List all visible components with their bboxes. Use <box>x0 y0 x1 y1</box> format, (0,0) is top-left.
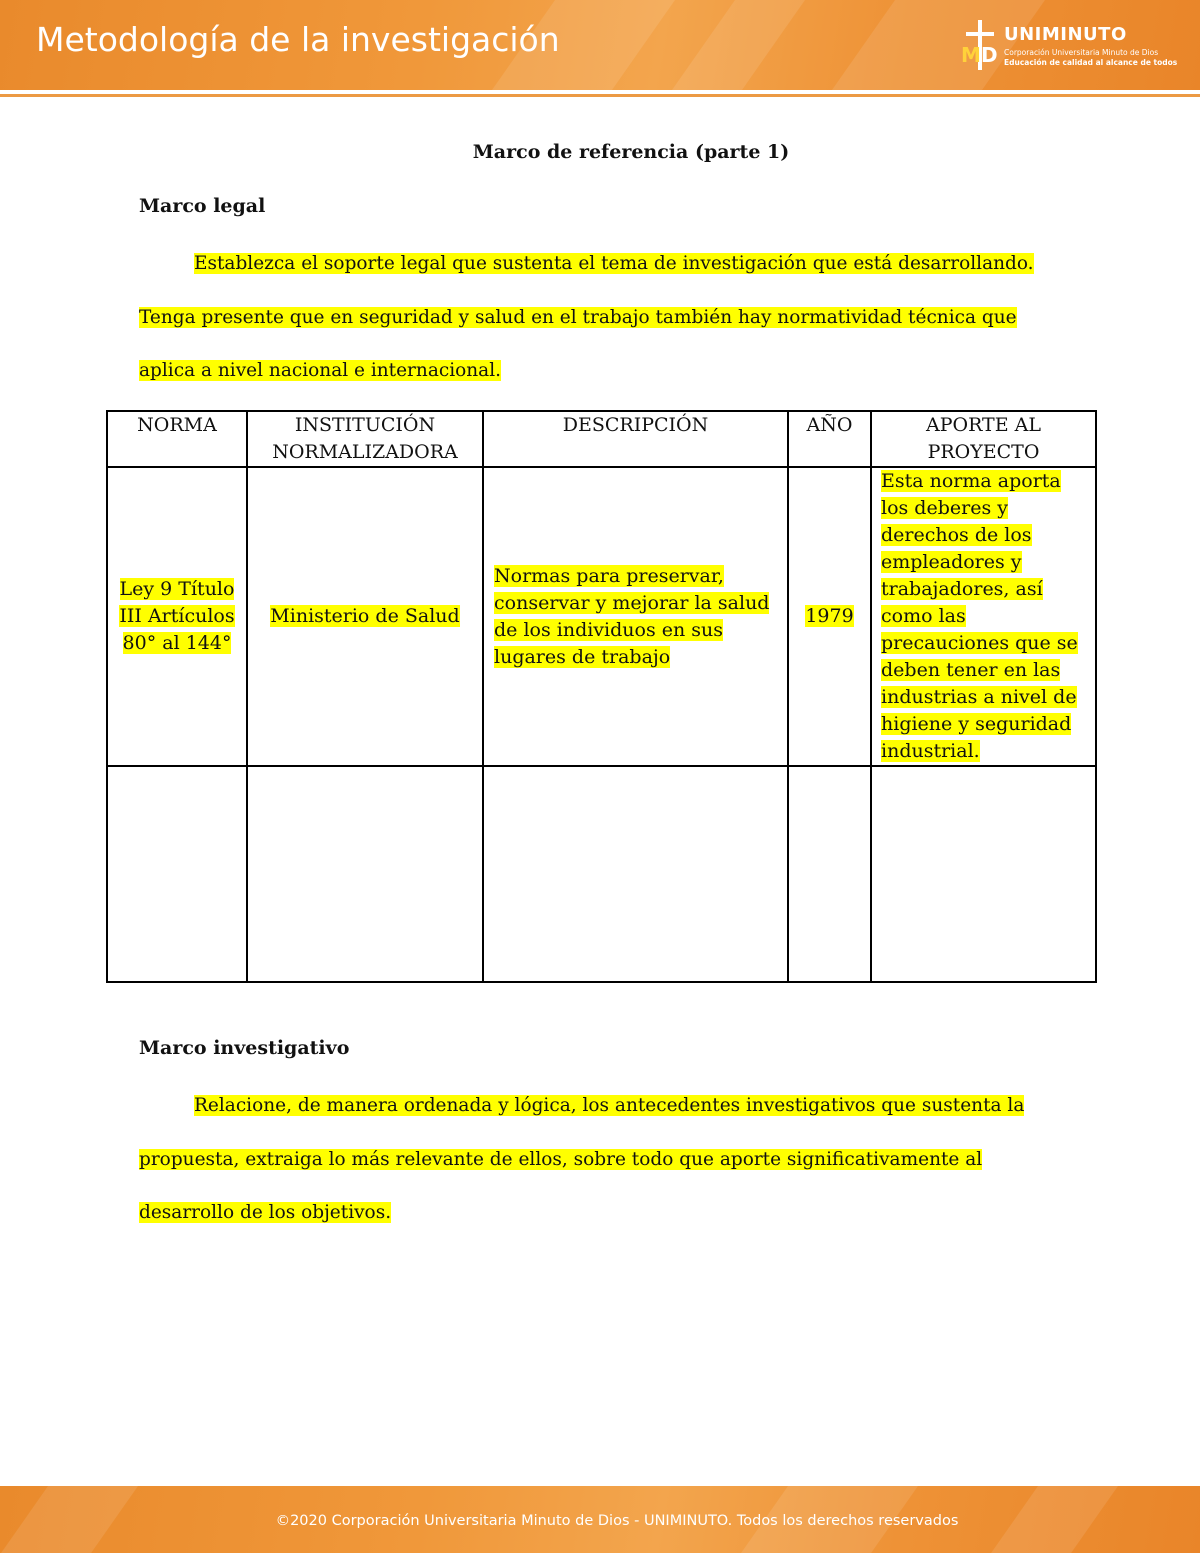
document-title: Marco de referencia (parte 1) <box>472 141 790 163</box>
header-divider <box>0 94 1200 97</box>
footer-banner <box>0 1486 1200 1553</box>
svg-text:D: D <box>981 43 998 67</box>
cell-norma: Ley 9 Título III Artículos 80° al 144° <box>107 467 247 766</box>
cell-descripcion <box>483 766 788 982</box>
instruction-line: aplica a nivel nacional e internacional. <box>139 360 502 381</box>
table-row <box>107 467 1096 766</box>
svg-text:M: M <box>961 43 981 67</box>
header-title: Metodología de la investigación <box>36 20 560 59</box>
instruction-line: Tenga presente que en seguridad y salud en el trabajo también hay normatividad técnica que <box>139 306 1017 328</box>
logo-subtitle: Corporación Universitaria Minuto de Dios <box>1004 48 1159 57</box>
header-aporte: APORTE AL PROYECTO <box>871 411 1096 467</box>
header-anio: AÑO <box>788 411 871 467</box>
footer-copyright: ©2020 Corporación Universitaria Minuto de Dios - UNIMINUTO. Todos los derechos reservados <box>275 1513 959 1529</box>
header-descripcion: DESCRIPCIÓN <box>483 411 788 467</box>
uniminuto-logo <box>960 18 1178 74</box>
marco-legal-heading: Marco legal <box>139 195 266 217</box>
cell-norma <box>107 766 247 982</box>
instruction-line: Establezca el soporte legal que sustenta el tema de investigación que está desarrollando. <box>194 253 1034 274</box>
logo-name: UNIMINUTO <box>1004 24 1127 45</box>
logo-tagline: Educación de calidad al alcance de todos <box>1004 58 1178 67</box>
cell-anio: 1979 <box>788 467 871 766</box>
table-header-row <box>107 411 1096 467</box>
uniminuto-logo-mark-icon <box>960 18 1000 72</box>
marco-investigativo-instructions <box>139 1079 1039 1240</box>
marco-investigativo-heading: Marco investigativo <box>139 1037 350 1059</box>
cell-institucion <box>247 766 483 982</box>
legal-norms-table <box>106 410 1097 983</box>
instruction-line: Relacione, de manera ordenada y lógica, los antecedentes investigativos que sustenta la <box>194 1095 1025 1116</box>
marco-legal-instructions <box>139 237 1039 398</box>
table-row <box>107 766 1096 982</box>
header-norma: NORMA <box>107 411 247 467</box>
cell-aporte <box>871 766 1096 982</box>
instruction-line: desarrollo de los objetivos. <box>139 1202 392 1223</box>
cell-descripcion: Normas para preservar, conservar y mejorar la salud de los individuos en sus lugares de trabajo <box>483 467 788 766</box>
header-banner <box>0 0 1200 90</box>
instruction-line: propuesta, extraiga lo más relevante de ellos, sobre todo que aporte significativamente al <box>139 1148 983 1170</box>
cell-institucion: Ministerio de Salud <box>247 467 483 766</box>
header-institucion: INSTITUCIÓN NORMALIZADORA <box>247 411 483 467</box>
cell-aporte: Esta norma aporta los deberes y derechos de los empleadores y trabajadores, así como las precauciones que se deben tener en las industrias a nivel de higiene y seguridad industrial. <box>871 467 1096 766</box>
cell-anio <box>788 766 871 982</box>
banner-stripe <box>651 0 819 90</box>
